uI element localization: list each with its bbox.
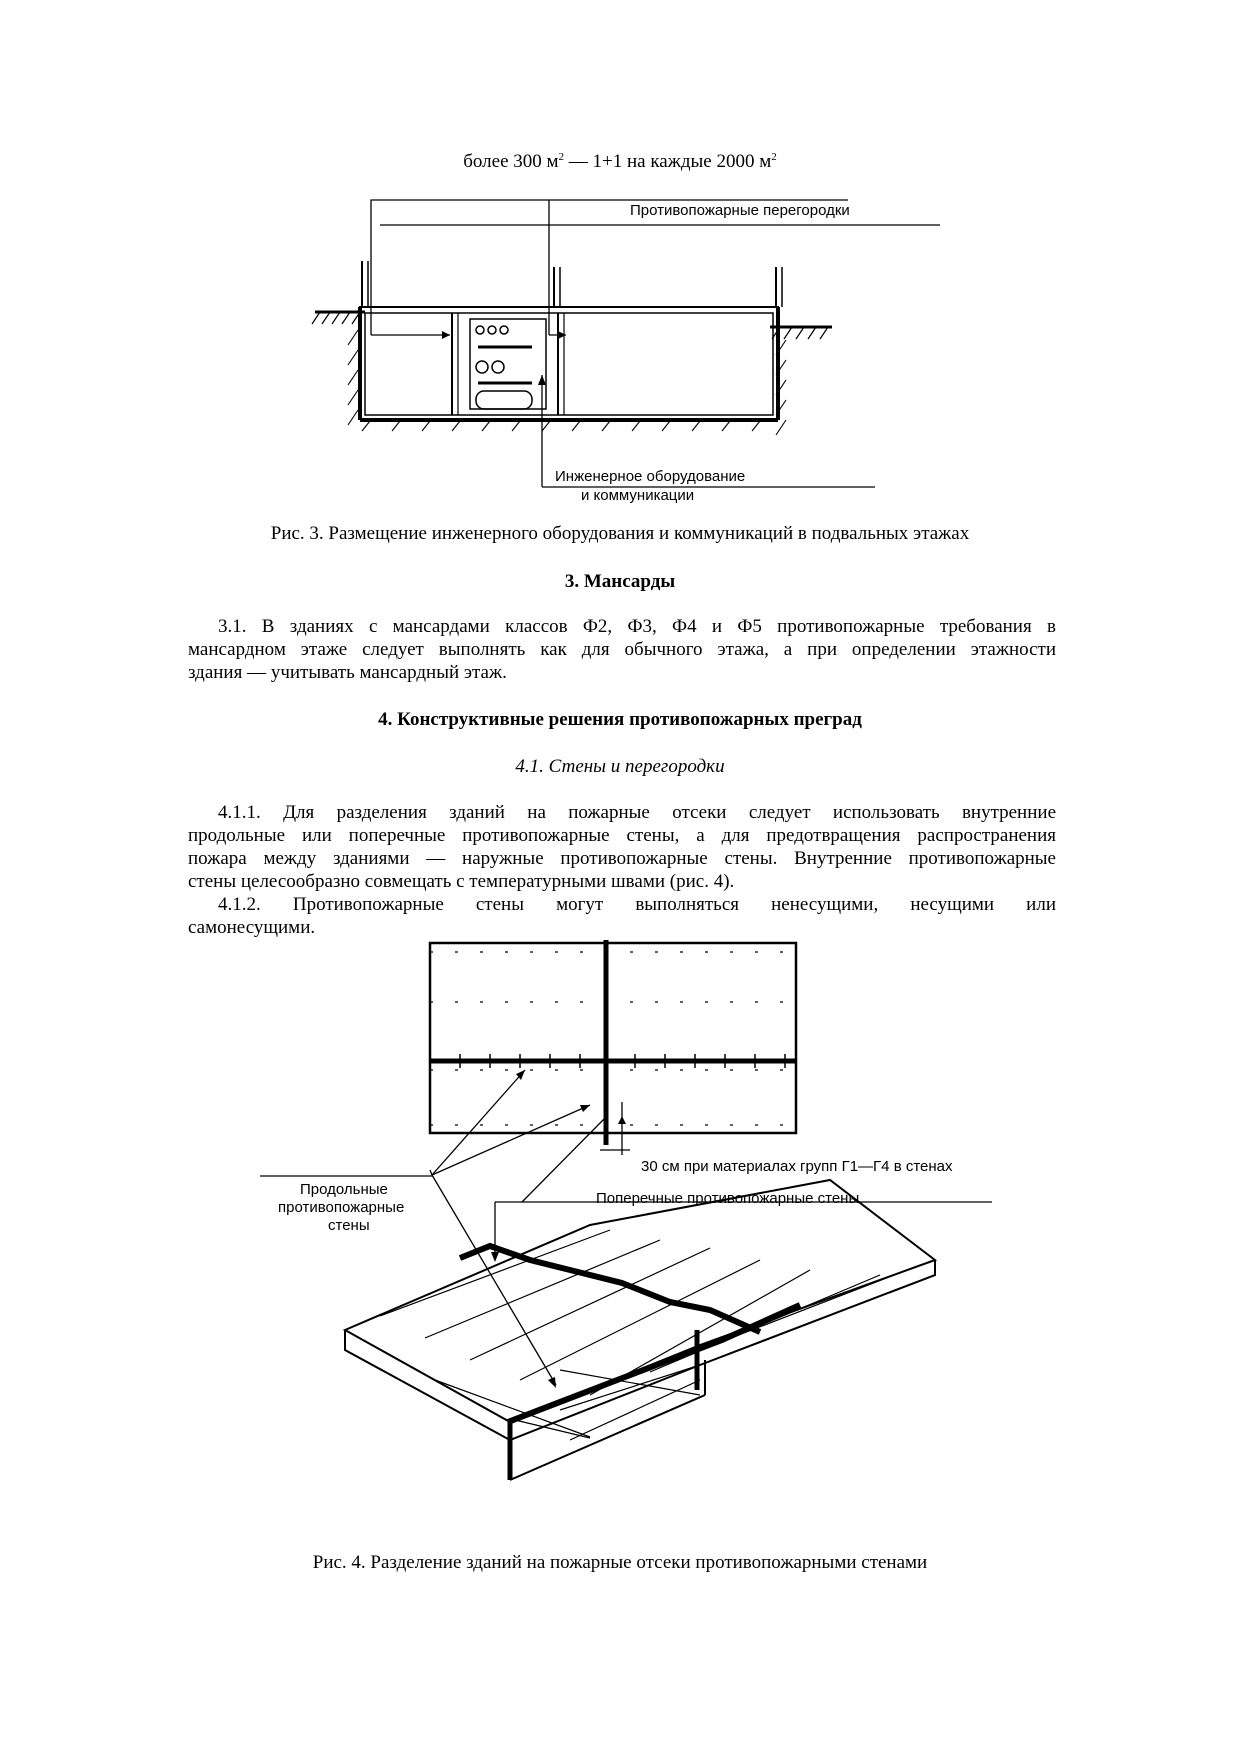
paragraph-4-1-1: 4.1.1. Для разделения зданий на пожарные отсеки следует использовать внутренние продольные или поперечные противопожарные стены, а для предотвращения распространения пожара между зданиями — наружные противопожарные стены. Внутренние противопожарные стены целесообразно совмещать с температурными швами (рис. 4). xyxy=(188,802,1056,892)
figure-3-caption: Рис. 3. Размещение инженерного оборудования и коммуникаций в подвальных этажах xyxy=(270,523,970,544)
label-30cm-note: 30 см при материалах групп Г1—Г4 в стенах xyxy=(641,1158,953,1175)
figure-4-fire-compartments xyxy=(260,940,1000,1500)
label-engineering-equipment-1: Инженерное оборудование xyxy=(555,468,746,485)
label-longitudinal-1: Продольные xyxy=(300,1181,388,1198)
label-longitudinal-3: стены xyxy=(328,1217,370,1234)
figure-4-caption: Рис. 4. Разделение зданий на пожарные отсеки противопожарными стенами xyxy=(312,1552,928,1573)
paragraph-3-1: 3.1. В зданиях с мансардами классов Ф2, Ф3, Ф4 и Ф5 противопожарные требования в мансардном этаже следует выполнять как для обычного этажа, а при определении этажности здания — учитывать мансардный этаж. xyxy=(188,616,1056,683)
label-transverse-walls: Поперечные противопожарные стены xyxy=(596,1190,860,1207)
label-fire-partitions: Противопожарные перегородки xyxy=(630,202,850,219)
area-norm-line: более 300 $м^2$ — 1+1 на каждые 2000 $м^2$ xyxy=(463,151,777,172)
label-longitudinal-2: противопожарные xyxy=(278,1199,405,1216)
section-3-heading: 3. Мансарды xyxy=(564,571,676,592)
label-engineering-equipment-2: и коммуникации xyxy=(581,487,695,504)
paragraph-4-1-2: 4.1.2. Противопожарные стены могут выполняться ненесущими, несущими или самонесущими. xyxy=(188,894,1056,938)
section-4-heading: 4. Конструктивные решения противопожарных преград xyxy=(378,709,862,730)
subsection-4-1-heading: 4.1. Стены и перегородки xyxy=(515,756,725,777)
